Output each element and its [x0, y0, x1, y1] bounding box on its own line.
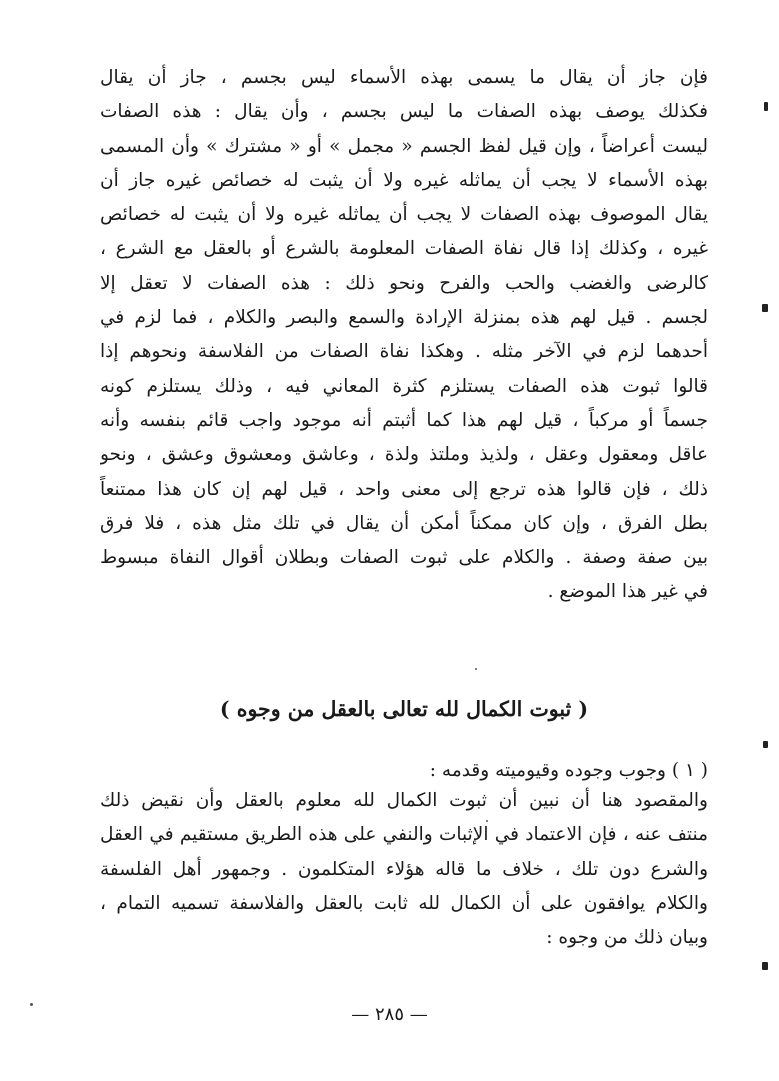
- text-line: في غير هذا الموضع .: [547, 581, 708, 603]
- scan-speck: [475, 668, 477, 670]
- text-line: بطل الفرق ، وإن كان ممكناً أمكن أن يقال في تلك مثل هذه ، فلا فرق: [100, 512, 708, 534]
- text-line: وبيان ذلك من وجوه :: [546, 927, 708, 949]
- text-line: أحدهما لزم في الآخر مثله . وهكذا نفاة الصفات من الفلاسفة ونحوهم إذا: [100, 341, 708, 363]
- text-line: قالوا ثبوت هذه الصفات يستلزم كثرة المعاني فيه ، وذلك يستلزم كونه: [100, 375, 708, 397]
- text-line: عاقل ومعقول وعقل ، ولذيذ وملتذ ولذة ، وعاشق ومعشوق وعشق ، ونحو: [100, 444, 708, 466]
- text-line: لجسم . قيل لهم هذه بمنزلة الإرادة والسمع والبصر والكلام ، فما لزم في: [100, 307, 708, 329]
- text-line: ذلك ، فإن قالوا هذه ترجع إلى معنى واحد ، قيل لهم إن كان هذا ممتنعاً: [100, 478, 708, 500]
- subsection-heading: ( ١ ) وجوب وجوده وقيوميته وقدمه :: [429, 760, 708, 781]
- text-line: منتف عنه ، فإن الاعتماد في الإثبات والنفي على هذه الطريق مستقيم في العقل: [100, 824, 708, 846]
- text-line: فإن جاز أن يقال ما يسمى بهذه الأسماء ليس بجسم ، جاز أن يقال: [100, 67, 708, 88]
- scan-speck: [486, 820, 488, 822]
- scan-mark: [762, 304, 768, 312]
- paragraph-2: [100, 784, 708, 955]
- scan-mark: [762, 962, 768, 970]
- scan-mark: [764, 102, 768, 111]
- text-line: يقال الموصوف بهذه الصفات لا يجب أن يماثله غيره ولا أن يثبت له خصائص: [100, 204, 708, 226]
- text-line: جسماً أو مركباً ، قيل لهم هذا كما أثبتم أنه موجود واجب قائم بنفسه وأنه: [100, 409, 708, 431]
- text-line: والكلام يوافقون على أن الكمال لله ثابت بالعقل والفلاسفة تسميه التمام ،: [100, 892, 708, 914]
- text-line: غيره ، وكذلك إذا قال نفاة الصفات المعلومة بالشرع أو بالعقل مع الشرع ،: [100, 238, 708, 260]
- section-heading: ( ثبوت الكمال لله تعالى بالعقل من وجوه ): [219, 697, 589, 721]
- scan-speck: [30, 1003, 33, 1006]
- text-line: فكذلك يوصف بهذه الصفات ما ليس بجسم ، وأن يقال : هذه الصفات: [100, 101, 708, 123]
- text-line: والمقصود هنا أن نبين أن ثبوت الكمال لله معلوم بالعقل وأن نقيض ذلك: [100, 790, 708, 811]
- text-line: بهذه الأسماء لا يجب أن يماثله غيره ولا أن يثبت له خصائص غيره جاز أن: [100, 169, 708, 191]
- text-line: كالرضى والغضب والحب والفرح ونحو ذلك : هذه الصفات لا تعقل إلا: [100, 272, 708, 294]
- paragraph-1: [100, 61, 708, 610]
- scan-mark: [763, 741, 768, 748]
- text-line: ليست أعراضاً ، وإن قيل لفظ الجسم « مجمل » أو « مشترك » وأن المسمى: [100, 135, 708, 157]
- text-line: بين صفة وصفة . والكلام على ثبوت الصفات وبطلان أقوال النفاة مبسوط: [100, 547, 708, 569]
- page-number: — ٢٨٥ —: [351, 1004, 428, 1025]
- text-line: والشرع دون تلك ، خلاف ما قاله هؤلاء المتكلمون . وجمهور أهل الفلسفة: [100, 858, 708, 880]
